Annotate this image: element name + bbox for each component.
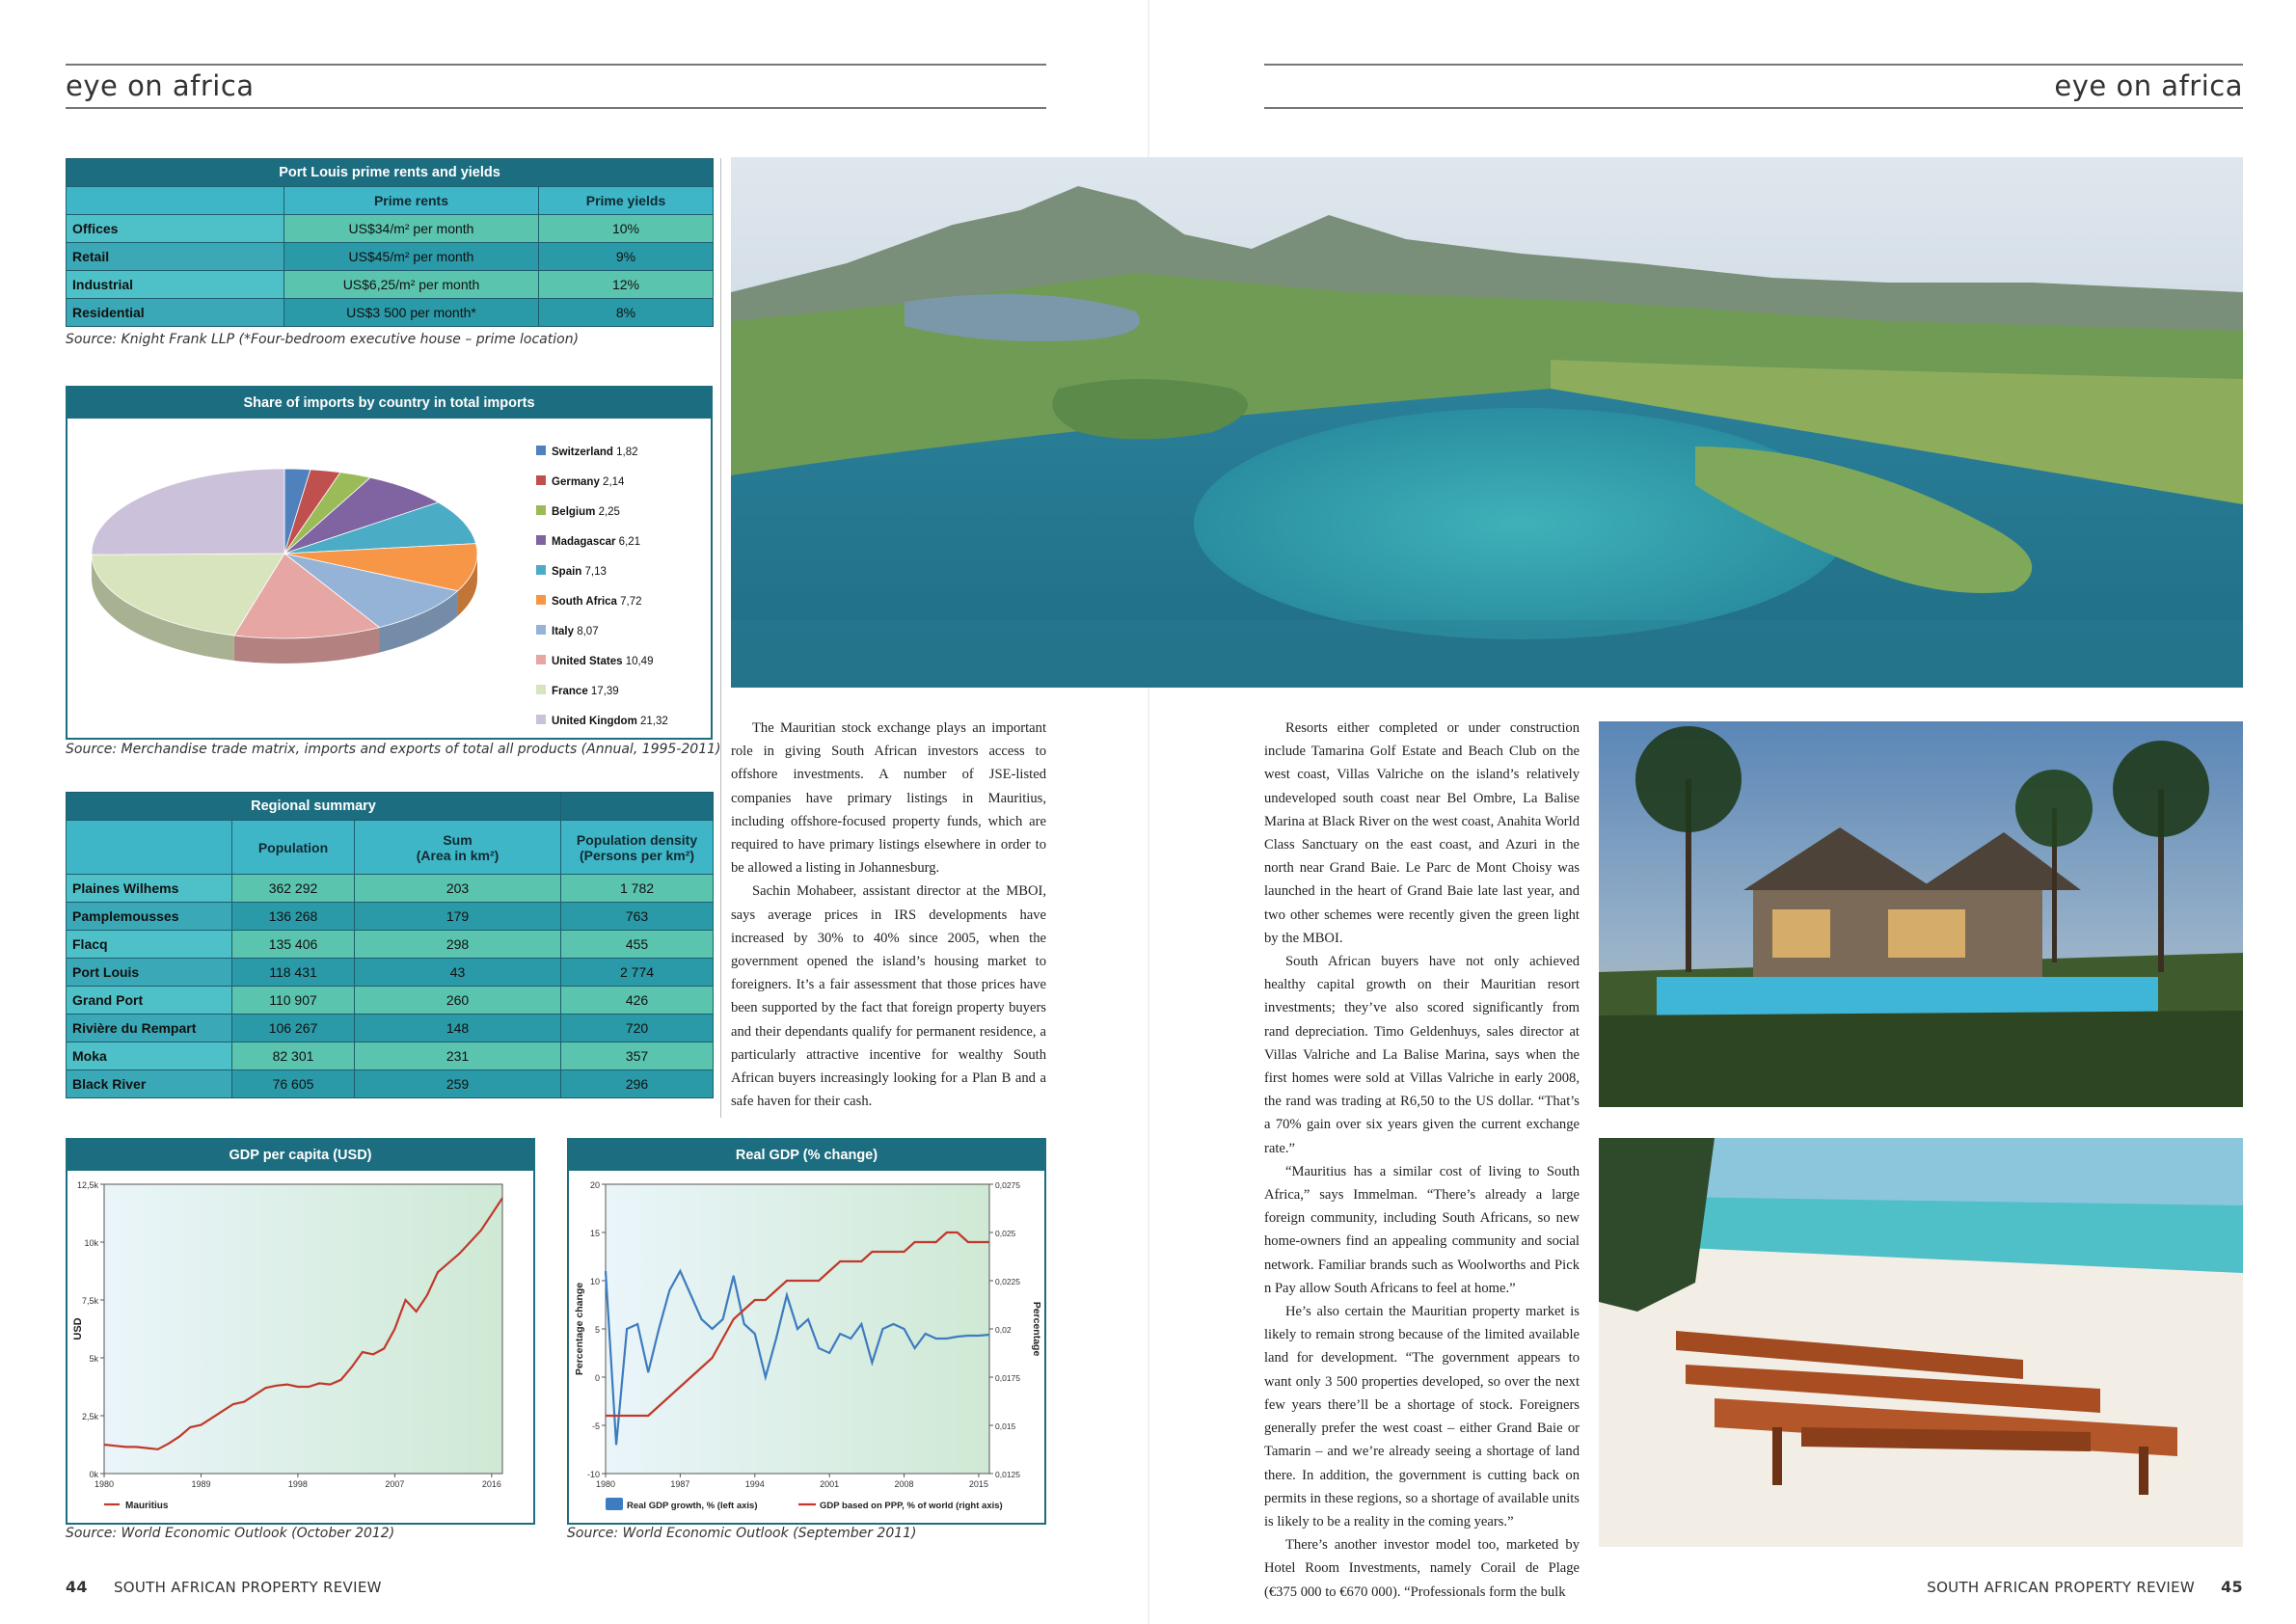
table-row [67,987,714,1015]
rents-table-title: Port Louis prime rents and yields [67,159,714,187]
gdp-data-point [276,1385,277,1386]
realgdp-chart-title: Real GDP (% change) [569,1140,1044,1171]
pie-legend-value: 2,14 [599,476,625,488]
gdp-x-tick-label: 2007 [385,1479,405,1489]
pie-legend-item [536,715,668,727]
pie-legend-swatch [536,595,546,605]
footer-title-right: SOUTH AFRICAN PROPERTY REVIEW [1927,1579,2196,1596]
gdp-data-point [211,1418,212,1419]
pie-legend-label [552,476,625,488]
gdp-plot-area [104,1184,502,1474]
density-cell: 357 [561,1042,714,1070]
rgdp-data-point [605,1415,606,1416]
yield-cell: 9% [539,243,714,271]
rgdp-data-point [733,1318,734,1319]
table-row [67,215,714,243]
row-label: Flacq [67,931,232,959]
rgdp-data-point [765,1299,766,1300]
header-title-left: eye on africa [66,69,255,102]
population-cell: 136 268 [232,903,355,931]
rgdp-data-point [775,1289,776,1290]
rgdp-data-point [829,1352,830,1353]
pie-legend-value: 17,39 [587,686,619,697]
rgdp-data-point [637,1415,638,1416]
rgdp-data-point [605,1270,606,1271]
pie-legend-label [552,566,607,578]
gdp-data-point [265,1388,266,1389]
pie-legend-country: Spain [552,566,582,578]
article-paragraph: Resorts either completed or under construction include Tamarina Golf Estate and Beach Club on the west coast, Villas Valriche on the island’s relatively undeveloped south coast near Bel Ombre, La Balise Marina at Black River on the west coast, Anahita World Class Sanctuary on the east coast, and Azuri in the north near Grand Baie. Le Parc de Mont Choisy was launched in the heart of Grand Baie late last year, and two other schemes were recently given the green light by the MBOI. [1264,720,1580,946]
rgdp-data-point [946,1338,947,1339]
rents-table [66,158,714,327]
rgdp-data-point [680,1386,681,1387]
realgdp-source: Source: World Economic Outlook (September 2011) [567,1526,917,1541]
rgdp-data-point [819,1280,820,1281]
regional-title-blank [561,793,714,821]
rents-col-yields: Prime yields [539,187,714,215]
rgdp-data-point [669,1289,670,1290]
realgdp-chart-panel [567,1138,1046,1525]
page-number-right: 45 [2221,1578,2243,1596]
article-paragraph: South African buyers have not only achieved healthy capital growth on their Mauritian resort investments; they’ve also scored significantly from rand depreciation. Timo Geldenhuys, sales director at Villas Valriche and La Balise Marina, says when the first homes were sold at Villas Valriche in early 2008, the rand was trading at R6,50 to the US dollar. “That’s a 70% gain over six years given the current exchange rate.” [1264,954,1580,1156]
header-rule-bottom-left [66,107,1046,109]
pie-legend-country: Switzerland [552,447,613,458]
gdp-data-point [330,1384,331,1385]
rgdp-data-point [872,1251,873,1252]
density-cell: 763 [561,903,714,931]
pie-legend-item [536,655,653,667]
gdp-data-point [297,1386,298,1387]
gdp-data-point [426,1295,427,1296]
rgdp-data-point [690,1294,691,1295]
rgdp-data-point [967,1241,968,1242]
rgdp-data-point [743,1309,744,1310]
area-cell: 179 [355,903,561,931]
pie-legend-item [536,535,640,548]
pie-legend-swatch [536,685,546,694]
gdp-y-tick-label: 0k [89,1470,98,1479]
gdp-data-point [308,1386,309,1387]
row-label: Industrial [67,271,284,299]
pie-legend-country: Belgium [552,506,596,518]
gdp-data-point [491,1214,492,1215]
row-label: Port Louis [67,959,232,987]
population-cell: 362 292 [232,875,355,903]
gdp-data-point [222,1411,223,1412]
gdp-data-point [416,1311,417,1312]
pie-legend-swatch [536,715,546,724]
rgdp-data-point [914,1347,915,1348]
article-column-2 [1264,717,1580,1604]
gdp-data-point [501,1198,502,1199]
resort-pool-photo [1599,721,2243,1107]
rgdp-legend-label: GDP based on PPP, % of world (right axis) [820,1501,1003,1511]
pie-legend-value: 7,72 [616,596,642,608]
rents-col-empty [67,187,284,215]
rgdp-data-point [680,1270,681,1271]
gdp-data-point [232,1403,233,1404]
gdp-y-tick-label: 7,5k [81,1296,98,1306]
rgdp-y-tick-label: -5 [591,1421,600,1431]
imports-chart-title: Share of imports by country in total imports [68,388,711,419]
rgdp-data-point [627,1415,628,1416]
rgdp-y-tick-label: 10 [589,1277,600,1286]
rgdp-data-point [701,1318,702,1319]
rgdp-data-point [978,1335,979,1336]
row-label: Residential [67,299,284,327]
table-row [67,271,714,299]
pie-legend-label [552,656,653,667]
rgdp-data-point [925,1333,926,1334]
rent-cell: US$3 500 per month* [284,299,539,327]
rgdp-y-tick-label: 0 [594,1373,600,1383]
yield-cell: 12% [539,271,714,299]
rgdp-data-point [935,1241,936,1242]
area-header-line2: (Area in km²) [416,847,500,863]
yield-cell: 8% [539,299,714,327]
rgdp-data-point [775,1338,776,1339]
gdp-data-point [405,1299,406,1300]
pie-legend-country: Italy [552,626,575,637]
rgdp-data-point [669,1395,670,1396]
gdp-y-axis-label: USD [72,1317,84,1340]
rgdp-x-tick-label: 1994 [744,1479,765,1489]
row-label: Rivière du Rempart [67,1015,232,1042]
density-cell: 296 [561,1070,714,1098]
imports-chart-panel [66,386,713,740]
population-cell: 110 907 [232,987,355,1015]
rgdp-data-point [957,1336,958,1337]
row-label: Retail [67,243,284,271]
rgdp-data-point [648,1371,649,1372]
table-row [67,903,714,931]
gdp-data-point [362,1351,363,1352]
rgdp-data-point [967,1335,968,1336]
rgdp-data-point [925,1241,926,1242]
row-label: Grand Port [67,987,232,1015]
rgdp-data-point [615,1444,616,1445]
article-paragraph: Sachin Mohabeer, assistant director at the MBOI, says average prices in IRS developments have increased by 30% to 40% since 2005, when the government opened the island’s housing market to foreigners. It’s a fair assessment that those prices have been supported by the fact that foreign property buyers and their dependants qualify for permanent residence, a particularly attractive incentive for wealthy South African buyers increasingly looking for a Plan B and a safe haven for their cash. [731,883,1046,1110]
rgdp-data-point [754,1333,755,1334]
gdp-x-tick-label: 2016 [481,1479,501,1489]
rgdp-data-point [786,1294,787,1295]
regional-col-population: Population [232,821,355,875]
table-row [67,299,714,327]
rgdp-data-point [765,1376,766,1377]
pie-legend-country: Madagascar [552,536,616,548]
regional-col-empty [67,821,232,875]
rgdp-y-tick-label: 20 [589,1180,600,1190]
header-rule-top-right [1264,64,2243,66]
pie-legend-value: 2,25 [595,506,620,518]
density-cell: 720 [561,1015,714,1042]
pie-legend-label [552,536,640,548]
rents-col-rents: Prime rents [284,187,539,215]
table-row [67,1070,714,1098]
gdp-data-point [470,1241,471,1242]
rgdp-x-tick-label: 2008 [894,1479,914,1489]
rgdp-y2-tick-label: 0,0175 [995,1373,1020,1383]
rgdp-data-point [988,1334,989,1335]
rgdp-y-tick-label: -10 [586,1470,600,1479]
rgdp-data-point [712,1357,713,1358]
rgdp-data-point [627,1328,628,1329]
rgdp-data-point [904,1251,905,1252]
pie-legend-value: 10,49 [622,656,654,667]
rgdp-x-tick-label: 1980 [595,1479,616,1489]
density-header-line2: (Persons per km²) [579,847,695,863]
gdp-data-point [125,1447,126,1448]
article-paragraph: There’s another investor model too, marketed by Hotel Room Investments, namely Corail de Plage (€375 000 to €670 000). “Professionals form the bulk [1264,1537,1580,1600]
density-header-line1: Population density [576,831,698,848]
rgdp-data-point [807,1318,808,1319]
table-row [67,243,714,271]
area-cell: 203 [355,875,561,903]
pie-legend-swatch [536,655,546,664]
pie-legend-item [536,595,642,608]
area-cell: 260 [355,987,561,1015]
pie-legend-value: 21,32 [636,716,668,727]
table-row [67,959,714,987]
aerial-coast-photo [731,157,2243,688]
imports-pie-chart [68,419,711,736]
rgdp-data-point [786,1280,787,1281]
pie-legend-label [552,447,637,458]
rgdp-x-tick-label: 2015 [968,1479,988,1489]
footer-left [66,1578,382,1596]
rgdp-data-point [712,1328,713,1329]
row-label: Moka [67,1042,232,1070]
rgdp-data-point [722,1338,723,1339]
rgdp-y-tick-label: 5 [594,1325,600,1335]
gdp-data-point [372,1354,373,1355]
rgdp-y2-axis-label: Percentage [1031,1301,1042,1357]
rent-cell: US$34/m² per month [284,215,539,243]
article-paragraph: “Mauritius has a similar cost of living to South Africa,” says Immelman. “There’s already a large foreign community, including South Africans, so new home-owners find an appealing community and social network. Familiar brands such as Woolworths and Pick n Pay allow South Africans to feel at home.” [1264,1163,1580,1296]
pie-legend-swatch [536,625,546,635]
rgdp-data-point [882,1328,883,1329]
table-row [67,1015,714,1042]
rgdp-data-point [840,1333,841,1334]
rgdp-x-tick-label: 1987 [670,1479,690,1489]
gdp-data-point [115,1446,116,1447]
area-cell: 148 [355,1015,561,1042]
population-cell: 76 605 [232,1070,355,1098]
density-cell: 1 782 [561,875,714,903]
gdp-data-point [168,1443,169,1444]
regional-table [66,792,714,1098]
article-paragraph: The Mauritian stock exchange plays an important role in giving South African investors access to offshore investments. A number of JSE-listed companies have primary listings in Mauritius, including offshore-focused property funds, which are required to have primary listings elsewhere in order to be allowed a listing in Johannesburg. [731,720,1046,877]
gdp-data-point [384,1348,385,1349]
pie-legend-country: France [552,686,588,697]
population-cell: 135 406 [232,931,355,959]
rgdp-data-point [648,1415,649,1416]
gdp-data-point [190,1426,191,1427]
table-row [67,931,714,959]
regional-table-title: Regional summary [67,793,561,821]
column-divider [720,158,721,1118]
gdp-data-point [103,1444,104,1445]
row-label: Offices [67,215,284,243]
gdp-data-point [136,1447,137,1448]
imports-source: Source: Merchandise trade matrix, imports and exports of total all products (Annual, 1995-2011) [66,742,721,757]
gdp-chart-panel [66,1138,535,1525]
gdp-data-point [459,1253,460,1254]
population-cell: 118 431 [232,959,355,987]
rgdp-y2-tick-label: 0,015 [995,1421,1016,1431]
rgdp-x-tick-label: 2001 [820,1479,840,1489]
row-label: Black River [67,1070,232,1098]
table-row [67,875,714,903]
gdp-y-tick-label: 10k [84,1238,98,1248]
pie-legend-swatch [536,505,546,515]
rgdp-y2-tick-label: 0,0275 [995,1180,1020,1190]
rent-cell: US$6,25/m² per month [284,271,539,299]
rgdp-data-point [840,1260,841,1261]
density-cell: 2 774 [561,959,714,987]
rents-source: Source: Knight Frank LLP (*Four-bedroom executive house – prime location) [66,332,580,347]
area-cell: 43 [355,959,561,987]
population-cell: 82 301 [232,1042,355,1070]
row-label: Pamplemousses [67,903,232,931]
footer-right [1927,1578,2243,1596]
rgdp-data-point [819,1347,820,1348]
gdp-x-tick-label: 1998 [287,1479,308,1489]
gdp-y-tick-label: 2,5k [81,1412,98,1421]
gdp-data-point [286,1384,287,1385]
pie-legend-country: United Kingdom [552,716,637,727]
pie-legend-label [552,596,642,608]
table-row [67,1042,714,1070]
rgdp-data-point [935,1338,936,1339]
rgdp-legend-swatch [606,1498,623,1510]
rgdp-data-point [914,1241,915,1242]
area-cell: 259 [355,1070,561,1098]
gdp-y-tick-label: 12,5k [76,1180,98,1190]
area-cell: 298 [355,931,561,959]
rgdp-data-point [722,1318,723,1319]
area-header-line1: Sum [443,831,473,848]
rent-cell: US$45/m² per month [284,243,539,271]
gdp-legend-label: Mauritius [125,1501,169,1511]
gdp-x-tick-label: 1989 [191,1479,211,1489]
pie-legend-label [552,626,599,637]
rgdp-data-point [978,1241,979,1242]
row-label: Plaines Wilhems [67,875,232,903]
pie-legend-country: Germany [552,476,600,488]
pie-legend-label [552,716,668,727]
gdp-data-point [437,1272,438,1273]
pie-legend-swatch [536,565,546,575]
rgdp-data-point [893,1251,894,1252]
pie-legend-swatch [536,475,546,485]
rgdp-y-axis-label: Percentage change [574,1282,585,1376]
gdp-data-point [157,1448,158,1449]
pie-legend-swatch [536,446,546,455]
pie-legend-country: South Africa [552,596,617,608]
rgdp-data-point [872,1362,873,1363]
pie-legend-value: 1,82 [612,447,638,458]
rgdp-data-point [743,1323,744,1324]
gdp-line-chart [68,1171,533,1521]
yield-cell: 10% [539,215,714,243]
rgdp-y2-tick-label: 0,0225 [995,1277,1020,1286]
header-rule-top-left [66,64,1046,66]
gdp-chart-title: GDP per capita (USD) [68,1140,533,1171]
rgdp-data-point [829,1270,830,1271]
regional-col-density [561,821,714,875]
rgdp-data-point [754,1299,755,1300]
pie-legend-label [552,686,619,697]
article-paragraph: He’s also certain the Mauritian property market is likely to remain strong because of the limited available land for development. “The government appears to want only 3 500 properties developed, so over the next few years there’ll be a shortage of stock. Foreigners generally prefer the west coast – either Grand Baie or Tamarin – and we’re already seeing a shortage of land there. In addition, the government is cutting back on permits in these regions, so a shortage of available units is likely to be a reality in the coming years.” [1264,1304,1580,1529]
rgdp-data-point [637,1323,638,1324]
rgdp-data-point [659,1405,660,1406]
gdp-data-point [255,1394,256,1395]
population-cell: 106 267 [232,1015,355,1042]
pie-legend-value: 6,21 [615,536,641,548]
footer-title-left: SOUTH AFRICAN PROPERTY REVIEW [113,1579,382,1596]
pie-legend-country: United States [552,656,623,667]
rgdp-y2-tick-label: 0,02 [995,1325,1012,1335]
gdp-x-tick-label: 1980 [94,1479,115,1489]
pie-legend-value: 8,07 [574,626,599,637]
rgdp-data-point [615,1415,616,1416]
rgdp-y2-tick-label: 0,025 [995,1229,1016,1238]
rgdp-y-tick-label: 15 [589,1229,600,1238]
header-rule-bottom-right [1264,107,2243,109]
rgdp-data-point [659,1328,660,1329]
gdp-data-point [201,1424,202,1425]
pie-legend-label [552,506,620,518]
realgdp-line-chart [569,1171,1044,1521]
gdp-data-point [179,1436,180,1437]
beach-loungers-photo [1599,1138,2243,1547]
gdp-data-point [480,1230,481,1231]
rgdp-legend-label: Real GDP growth, % (left axis) [627,1501,758,1511]
rgdp-data-point [690,1376,691,1377]
article-column-1 [731,717,1046,1113]
page-number-left: 44 [66,1578,88,1596]
gdp-data-point [319,1383,320,1384]
regional-col-area [355,821,561,875]
rgdp-data-point [861,1323,862,1324]
density-cell: 426 [561,987,714,1015]
gdp-source: Source: World Economic Outlook (October 2012) [66,1526,395,1541]
rgdp-data-point [882,1251,883,1252]
header-title-right: eye on africa [2054,69,2243,102]
rgdp-data-point [807,1280,808,1281]
rgdp-y2-tick-label: 0,0125 [995,1470,1020,1479]
gdp-data-point [394,1328,395,1329]
gdp-data-point [448,1262,449,1263]
gdp-y-tick-label: 5k [89,1354,98,1364]
rgdp-data-point [904,1328,905,1329]
pie-legend-swatch [536,535,546,545]
rgdp-data-point [988,1241,989,1242]
gdp-data-point [244,1401,245,1402]
rgdp-data-point [893,1323,894,1324]
area-cell: 231 [355,1042,561,1070]
rgdp-data-point [861,1260,862,1261]
density-cell: 455 [561,931,714,959]
rgdp-data-point [733,1275,734,1276]
pie-legend-value: 7,13 [581,566,607,578]
gdp-data-point [340,1379,341,1380]
pie-legend-item [536,446,637,458]
